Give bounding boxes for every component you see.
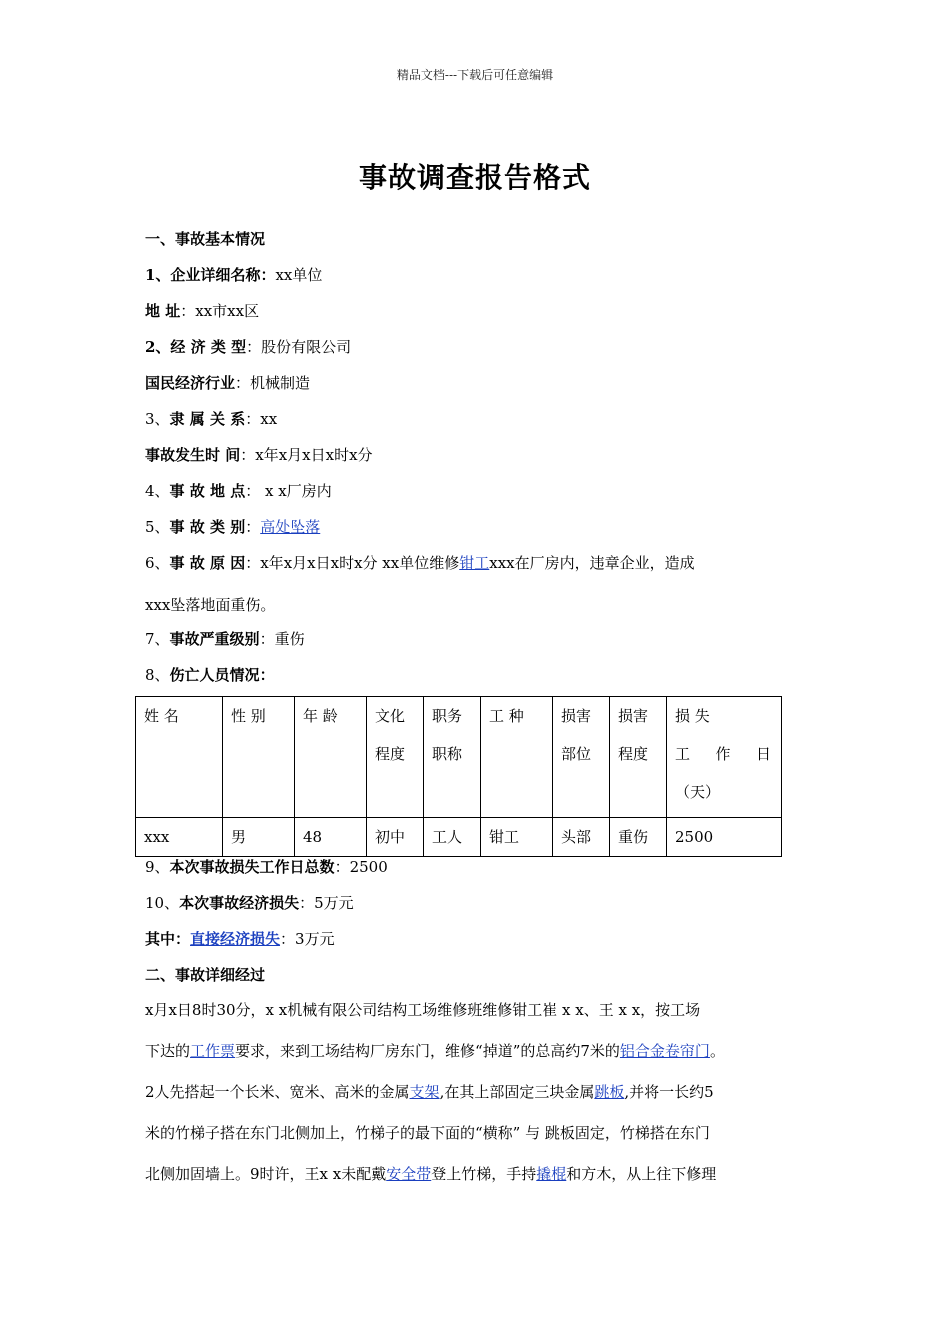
cell-education: 初中	[367, 818, 424, 857]
narrative-line-1: x月x日8时30分，x x机械有限公司结构工场维修班维修钳工崔 x x、王 x x，按工场	[145, 1001, 701, 1019]
header-lost-days: 损 失 工 作 日 （天）	[667, 697, 782, 818]
narrative-line-5: 北侧加固墙上。9时许，王x x未配戴安全带登上竹梯，手持撬棍和方木，从上往下修理	[145, 1165, 717, 1183]
header-position: 职务 职称	[424, 697, 481, 818]
link-rolling-door[interactable]: 铝合金卷帘门	[619, 1042, 710, 1060]
cell-position: 工人	[424, 818, 481, 857]
section-heading-details: 二、事故详细经过	[145, 966, 266, 984]
link-fitter[interactable]: 钳工	[459, 554, 490, 572]
header-trade: 工 种	[481, 697, 553, 818]
narrative-paragraph	[145, 990, 815, 1195]
cell-age: 48	[295, 818, 367, 857]
link-direct-econ-loss[interactable]: 直接经济损失	[190, 930, 281, 948]
page-header: 精品文档---下载后可任意编辑	[396, 68, 554, 82]
link-springboard[interactable]: 跳板	[594, 1083, 625, 1101]
narrative-line-2: 下达的工作票要求，来到工场结构厂房东门，维修“掉道”的总高约7米的铝合金卷帘门。	[145, 1042, 725, 1060]
table-header-row	[136, 697, 782, 818]
field-severity: 7、事故严重级别：重伤	[145, 630, 305, 648]
field-address: 地 址：xx市xx区	[145, 302, 260, 320]
header-name: 姓 名	[136, 697, 223, 818]
field-econ-loss: 10、本次事故经济损失：5万元	[145, 894, 354, 912]
header-education: 文化 程度	[367, 697, 424, 818]
field-time: 事故发生时 间：x年x月x日x时x分	[145, 446, 373, 464]
field-direct-loss: 其中：直接经济损失：3万元	[145, 930, 335, 948]
field-cause-cont: xxx坠落地面重伤。	[145, 596, 276, 614]
table-row	[136, 818, 782, 857]
cell-injury-degree: 重伤	[610, 818, 667, 857]
document-title: 事故调查报告格式	[358, 161, 591, 194]
field-place: 4、事 故 地 点： x x厂房内	[145, 482, 332, 500]
cell-name: xxx	[136, 818, 223, 857]
cell-lost-days: 2500	[667, 818, 782, 857]
cell-trade: 钳工	[481, 818, 553, 857]
narrative-line-4: 米的竹梯子搭在东门北侧加上，竹梯子的最下面的“横称” 与 跳板固定，竹梯搭在东门	[145, 1124, 710, 1142]
link-fall-from-height[interactable]: 高处坠落	[260, 518, 321, 536]
field-type: 5、事 故 类 别：高处坠落	[145, 518, 321, 536]
link-work-ticket[interactable]: 工作票	[190, 1042, 236, 1060]
field-affiliation: 3、隶 属 关 系：xx	[145, 410, 278, 428]
field-econ-type: 2、经 济 类 型：股份有限公司	[145, 338, 352, 356]
field-total-days: 9、本次事故损失工作日总数：2500	[145, 858, 388, 876]
link-support[interactable]: 支架	[409, 1083, 440, 1101]
field-company: 1、企业详细名称：xx单位	[145, 266, 323, 284]
header-injury-part: 损害 部位	[553, 697, 610, 818]
casualty-table	[135, 696, 782, 857]
header-age: 年 龄	[295, 697, 367, 818]
field-casualty: 8、伤亡人员情况：	[145, 666, 275, 684]
cell-gender: 男	[223, 818, 295, 857]
field-industry: 国民经济行业：机械制造	[145, 374, 311, 392]
link-safety-belt[interactable]: 安全带	[386, 1165, 432, 1183]
header-injury-degree: 损害 程度	[610, 697, 667, 818]
section-heading-basic: 一、事故基本情况	[145, 230, 266, 248]
field-cause: 6、事 故 原 因：x年x月x日x时x分 xx单位维修钳工xxx在厂房内，违章企业，造成	[145, 554, 695, 572]
link-crowbar[interactable]: 撬棍	[536, 1165, 567, 1183]
narrative-line-3: 2人先搭起一个长米、宽米、高米的金属支架,在其上部固定三块金属跳板,并将一长约5	[145, 1083, 714, 1101]
cell-injury-part: 头部	[553, 818, 610, 857]
header-gender: 性 别	[223, 697, 295, 818]
